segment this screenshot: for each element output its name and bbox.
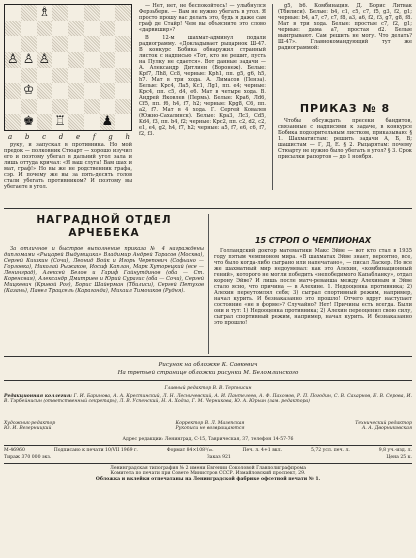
file-label: d xyxy=(58,133,64,141)
champions-paragraph: Голландский доктор математики Макс Эйве — вот кто стал в 1935 году пятым чемпионом мира. «В шахматах Эйве знает, вероятно, все, что было когда-либо сыграно или напечатано», — писал Ласкер. Но все же шахматный мир недоумевал: как это Алехин, «комбинационный гений», которого не могли победить «непобедимого Капабланку», отдал корону Эйве? И лишь после матч-реванша между Алехиным и Эйве стало ясно, что причина — в Алехине. 1. Недооценка противника; 2) Алехин переутомлял себя; 3) сыграл спортивный режим, например, начал курить. И безнаказанно это прошло! Отчего вдруг наступает состояние «не в форме»? Случайно? Нет! Причины есть всегда. Были они и тут: 1) Недооценка противника; 2) Алехин переоценил свою силу, сыграл спортивный режим, например, начал курить. И безнаказанно это прошло! xyxy=(214,248,412,326)
board-square xyxy=(21,21,37,37)
board-square xyxy=(5,99,21,115)
file-label: f xyxy=(92,133,96,141)
story-text-right xyxy=(278,3,412,51)
print-meta-row xyxy=(4,455,412,460)
printer-line: Обложка и вклейки отпечатаны на Ленинградской фабрике офсетной печати № 1. xyxy=(95,476,321,482)
board-file-labels xyxy=(8,133,130,141)
board-square xyxy=(84,52,100,68)
board-square xyxy=(5,68,21,84)
board-square xyxy=(21,52,37,68)
board-square xyxy=(115,52,131,68)
white-rook-icon: ♖ xyxy=(54,114,66,130)
white-pawn-icon: ♙ xyxy=(38,51,51,67)
print-meta: Печ. л. 4+1 вкл. xyxy=(242,448,283,453)
editorial-address: Адрес редакции: Ленинград, С-15, Таврическая, 37, телефон 14-57-76 xyxy=(122,437,294,442)
board-square xyxy=(52,68,68,84)
section-divider xyxy=(4,356,412,357)
board-square xyxy=(5,36,21,52)
board-square xyxy=(37,5,53,21)
file-label: e xyxy=(76,133,81,141)
champions-text xyxy=(214,248,412,326)
print-meta: Формат 84×108¹/₁₆. xyxy=(166,448,214,453)
prikaz-text xyxy=(278,118,412,160)
board-square xyxy=(21,5,37,21)
board-square xyxy=(5,5,21,21)
board-square xyxy=(5,114,21,130)
board-square xyxy=(115,5,131,21)
board-square xyxy=(5,52,21,68)
board-square xyxy=(68,21,84,37)
award-heading: НАГРАДНОЙ ОТДЕЛ АРЧЕБЕКА xyxy=(36,214,172,239)
prikaz-paragraph: Чтобы обсуждать пресеки бандитов, связанные с надписями к задаче, в конкурсе Бобика подозрительным листком, приказываю: § 1. Шахматистам: решить задачи А, Б, В; шашистам — Г, Д, Е. § 2. Рыцарятам: почему Стюарту не нужно было убегать в угол? § 3. Срок присылки рапортов — до 1 ноября. xyxy=(278,118,412,160)
file-label: h xyxy=(125,133,130,141)
board-square xyxy=(37,99,53,115)
board-square xyxy=(100,83,116,99)
story-paragraph: руку, и запускал в противника. Но мой предок — полковник Стюарт — хорошо изучил его и поэтому убегал в дальний угол зала и лишь оттуда кричал: «Я ваш слуга! Вам шах и мат, граф!» Но вы же не родственник графа, сэр. И почему же вы за пять-десять голов стали убегать противником? И поэтому вы убегаете в угол. xyxy=(4,142,132,190)
credit-person: Рукописи не возвращаются xyxy=(175,426,245,432)
board-square xyxy=(52,99,68,115)
board-square xyxy=(84,99,100,115)
print-meta-row xyxy=(4,448,412,453)
file-label: a xyxy=(8,133,13,141)
board-square xyxy=(68,99,84,115)
board-square xyxy=(37,68,53,84)
file-label: c xyxy=(42,133,47,141)
printer-line: Ленинградская типография № 2 имени Евгении Соколовой Главполиграфпрома xyxy=(110,466,306,471)
print-meta: Цена 25 к. xyxy=(386,455,412,460)
story-paragraph: g5, b6. Комбинация. Д. Борис Литвак (Тбилиси). Белые: b4, c1, c5, c7, f5, g3, f2, g1; черные: b4, a7, c7, c7, f8, a3, a6, f2, f3, g7, g8, f8. Мат в три хода. Белые: простые с7, f2, g1; черные: дама а7, простая d2. Белые выигрывают. Сам решить не могу. Что делать? Ш-47». Главнокомандующий тут же радиограммой: xyxy=(278,3,412,51)
credit-art-editor xyxy=(4,421,144,432)
white-pawn-icon: ♙ xyxy=(7,51,19,67)
section-divider xyxy=(4,445,412,446)
file-label: b xyxy=(24,133,30,141)
file-label: g xyxy=(108,133,113,141)
board-square xyxy=(100,5,116,21)
cover-credit: Рисунок на обложке К. Савкевич xyxy=(158,362,258,368)
board-square xyxy=(68,52,84,68)
board-square xyxy=(52,83,68,99)
editorial-board-names: Г. И. Баринова, А. А. Крестинский, Л. Н. Лесничевский, А. И. Пантелеев, А. Ф. Пахомов, Р. П. Погодин, С. В. Сахарнов, Е. В. Серова, И. В. Тэрбейнисин (ответственный секретарь), Л. В. Успенский, Н. А. Ходза, Г. М. Черникова, Ю. А. Юрьин (зам. редактора) xyxy=(4,394,412,405)
black-king-icon: ♚ xyxy=(22,114,35,130)
credit-tech-editor xyxy=(290,421,412,432)
white-pawn-icon: ♙ xyxy=(22,51,35,67)
board-square xyxy=(68,36,84,52)
credit-role: Корректор В. Л. Мазепская xyxy=(175,421,245,426)
print-meta: 5,72 усл. печ. л. xyxy=(310,448,350,453)
board-square xyxy=(100,114,116,130)
story-paragraph: В 12-м шахмат-админул подали радиограмму. «Докладывает рыцарнок Ш-47. В конкурс Бобика обнаружил странный листок с надписью «Тот, кто не решит, пусть на Пулку не сдается». Вот данные задачи — А. Александр Дитлиен (Воронеж). Белые: Kpf7, Лh8, Сc8, черные: Крh1, пп. g5, g6, h5, h7. Мат в три хода. А. Лимасов (Пенза). Белые: Kpc4, Лa5, Kc1, Лg1, пп. e4; черные: Kpc4, пп. c5, d4, e6. Мат в четыре хода. В. Андрей Яковлев (Пермь). Белые: Kpa6, Лd6, Cf5, пп. f6, h4, f7, h2; черные: Kpg8, C6, пп. a2, f7. Мат в 4 хода. Г. Сергей Ковалев (Южно-Сахалинск). Белые: Kpa3, Лc3, Cd5, Kd4, f3, пп. b4, f2; черные: Kpc2, пп. c2, d2, c2, e1, e4, g2, h4, f7, h2; черные: a5, f7, e6, c6, f7, f2, f3. xyxy=(139,35,266,137)
award-paragraph: За отличное и быстрое выполнение приказа № 4 награждены дипломами «Рыцарей Выдумщика» Владимир Андрей Тарасов (Москва), Сергей Кишкин (Сочи), Леонид Войк и Игорь Черепович (Софьино — Горловка), Николай Рыжаков, Иосиф Каплан, Марк Хуторецкий (все — Ленинград), Алексей Белов и Гариф Гайнутдинов (оба — Ст. Коренсвая), Александр Дмитриев и Юрий Сурагис (оба — Сочи), Сергей Мицкевич (Кривой Рог), Борис Шайерман (Тбилиси), Сергей Петухов (Казань), Павел Трацсель (Караганда), Михаил Тимошков (Рудня). xyxy=(4,246,204,294)
board-square xyxy=(5,83,21,99)
board-square xyxy=(100,21,116,37)
story-text-left xyxy=(4,142,132,190)
board-square xyxy=(68,5,84,21)
black-pawn-icon: ♟ xyxy=(101,114,114,130)
printer-line: Комитета по печати при Совете Министров СССР. Измайловский проспект, 29. xyxy=(110,471,306,477)
white-king-icon: ♔ xyxy=(22,83,35,99)
column-divider xyxy=(272,4,273,190)
print-meta: М-46960 xyxy=(4,448,25,453)
editorial-board-label: Редакционная коллегия: xyxy=(4,394,72,399)
board-square xyxy=(84,21,100,37)
chess-board-diagram xyxy=(4,4,132,131)
section-divider xyxy=(4,463,412,464)
board-square xyxy=(84,83,100,99)
story-paragraph: — Нет, нет, не беспокойтесь! — улыбнулся Ферзьберн. — Вам не нужно убегать в угол. Я просто прошу вас делать это, будь я даже сам граф де Стайр! Чем вы объясните это слово «дарвишир»? xyxy=(139,3,266,33)
board-square xyxy=(52,21,68,37)
board-square xyxy=(21,114,37,130)
credit-role: Художник-редактор xyxy=(4,421,56,426)
editorial-board xyxy=(4,394,412,405)
section-divider xyxy=(4,208,412,209)
board-square xyxy=(115,114,131,130)
board-square xyxy=(5,21,21,37)
board-square xyxy=(115,68,131,84)
board-square xyxy=(115,83,131,99)
award-text xyxy=(4,246,204,294)
credit-corrector xyxy=(140,421,280,432)
board-square xyxy=(100,68,116,84)
board-square xyxy=(52,36,68,52)
credit-role: Технический редактор xyxy=(355,421,412,426)
board-square xyxy=(37,114,53,130)
credit-person: Ю. И. Везерницкий xyxy=(4,426,52,432)
section-divider xyxy=(4,380,412,381)
print-meta: Тираж 370 000 экз. xyxy=(4,455,52,460)
board-square xyxy=(68,83,84,99)
board-square xyxy=(37,52,53,68)
column-divider xyxy=(208,214,209,354)
board-square xyxy=(84,5,100,21)
cover-credit: На третьей странице обложки рисунки М. Беломлинского xyxy=(117,370,299,376)
board-square xyxy=(68,68,84,84)
board-square xyxy=(37,36,53,52)
board-square xyxy=(68,114,84,130)
printer-info xyxy=(4,466,412,482)
print-meta: Подписано к печати 10/VII 1969 г. xyxy=(53,448,138,453)
board-square xyxy=(21,83,37,99)
board-square xyxy=(115,21,131,37)
board-square xyxy=(100,52,116,68)
chief-editor: Главный редактор В. В. Терпнисин xyxy=(164,386,252,391)
print-meta: Заказ 921 xyxy=(206,455,231,460)
board-square xyxy=(52,52,68,68)
print-meta: 9,8 уч.-изд. л. xyxy=(378,448,412,453)
board-square xyxy=(100,36,116,52)
board-square xyxy=(21,99,37,115)
credit-person: А. А. Дворниковская xyxy=(361,426,412,432)
board-square xyxy=(84,36,100,52)
prikaz-heading: ПРИКАЗ № 8 xyxy=(299,102,391,115)
board-square xyxy=(115,36,131,52)
board-square xyxy=(37,21,53,37)
board-square xyxy=(84,114,100,130)
board-square xyxy=(52,5,68,21)
story-text-middle xyxy=(139,3,266,137)
board-square xyxy=(84,68,100,84)
board-square xyxy=(100,99,116,115)
board-square xyxy=(21,36,37,52)
board-square xyxy=(115,99,131,115)
board-square xyxy=(37,83,53,99)
board-square xyxy=(52,114,68,130)
white-bishop-icon: ♗ xyxy=(38,5,51,20)
champions-heading: 15 СТРОП О ЧЕМПИОНАХ xyxy=(254,236,372,245)
board-square xyxy=(21,68,37,84)
